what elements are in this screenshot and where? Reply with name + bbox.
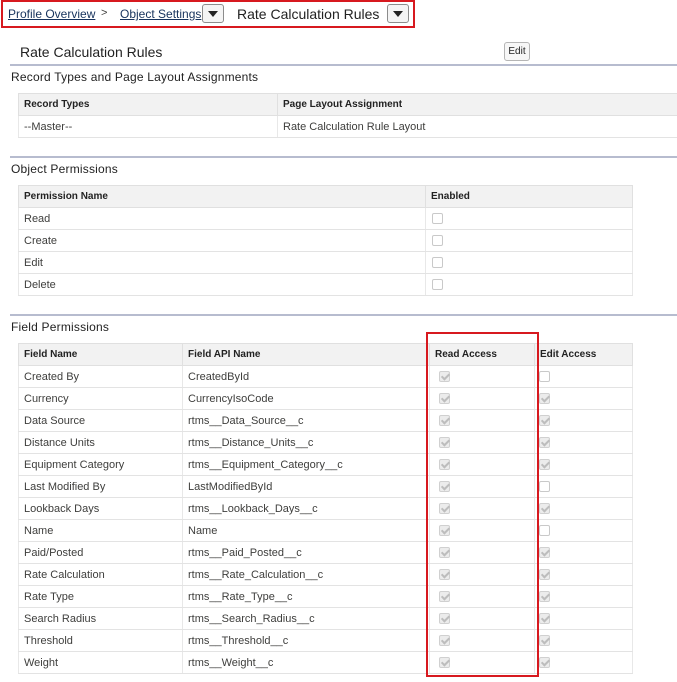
read-access-checkbox-cell bbox=[430, 564, 535, 586]
field-name: Rate Type bbox=[19, 586, 183, 608]
table-row bbox=[19, 410, 633, 432]
edit-access-checkbox-cell bbox=[535, 366, 633, 388]
edit-access-checkbox-cell bbox=[535, 652, 633, 674]
table-row bbox=[19, 274, 633, 296]
divider bbox=[10, 64, 677, 66]
column-header: Enabled bbox=[426, 186, 633, 208]
checkbox-icon[interactable] bbox=[439, 503, 450, 514]
field-api-name: rtms__Rate_Calculation__c bbox=[183, 564, 430, 586]
field-api-name: rtms__Data_Source__c bbox=[183, 410, 430, 432]
object-permissions-table bbox=[18, 185, 633, 296]
field-permissions-table bbox=[18, 343, 633, 674]
checkbox-icon[interactable] bbox=[539, 481, 550, 492]
column-header: Record Types bbox=[19, 94, 278, 116]
table-row bbox=[19, 476, 633, 498]
enabled-checkbox-cell bbox=[426, 252, 633, 274]
read-access-checkbox-cell bbox=[430, 652, 535, 674]
field-api-name: rtms__Rate_Type__c bbox=[183, 586, 430, 608]
table-row bbox=[19, 208, 633, 230]
breadcrumb-current: Rate Calculation Rules bbox=[237, 6, 380, 22]
divider bbox=[10, 156, 677, 158]
breadcrumb-separator: > bbox=[101, 7, 108, 19]
checkbox-icon[interactable] bbox=[539, 591, 550, 602]
column-header: Field Name bbox=[19, 344, 183, 366]
chevron-down-icon bbox=[393, 11, 403, 17]
permission-name: Read bbox=[19, 208, 426, 230]
page-title: Rate Calculation Rules bbox=[20, 44, 163, 60]
edit-access-checkbox-cell bbox=[535, 564, 633, 586]
column-header: Edit Access bbox=[535, 344, 633, 366]
edit-access-checkbox-cell bbox=[535, 608, 633, 630]
table-row bbox=[19, 498, 633, 520]
read-access-checkbox-cell bbox=[430, 454, 535, 476]
breadcrumb-profile-overview-link[interactable]: Profile Overview bbox=[8, 7, 96, 21]
edit-access-checkbox-cell bbox=[535, 388, 633, 410]
field-name: Data Source bbox=[19, 410, 183, 432]
edit-access-checkbox-cell bbox=[535, 476, 633, 498]
table-row bbox=[19, 608, 633, 630]
field-name: Paid/Posted bbox=[19, 542, 183, 564]
checkbox-icon[interactable] bbox=[539, 635, 550, 646]
field-api-name: Name bbox=[183, 520, 430, 542]
permission-name: Delete bbox=[19, 274, 426, 296]
edit-access-checkbox-cell bbox=[535, 432, 633, 454]
checkbox-icon[interactable] bbox=[439, 481, 450, 492]
field-api-name: CreatedById bbox=[183, 366, 430, 388]
read-access-checkbox-cell bbox=[430, 498, 535, 520]
field-api-name: rtms__Threshold__c bbox=[183, 630, 430, 652]
field-api-name: rtms__Distance_Units__c bbox=[183, 432, 430, 454]
read-access-checkbox-cell bbox=[430, 608, 535, 630]
edit-access-checkbox-cell bbox=[535, 410, 633, 432]
edit-access-checkbox-cell bbox=[535, 520, 633, 542]
column-header: Page Layout Assignment bbox=[278, 94, 677, 116]
edit-access-checkbox-cell bbox=[535, 454, 633, 476]
record-types-section-title: Record Types and Page Layout Assignments bbox=[11, 70, 259, 84]
current-object-dropdown-button[interactable] bbox=[387, 4, 409, 23]
table-row bbox=[19, 230, 633, 252]
table-row bbox=[19, 388, 633, 410]
field-name: Threshold bbox=[19, 630, 183, 652]
record-type-cell: --Master-- bbox=[19, 116, 278, 138]
checkbox-icon[interactable] bbox=[539, 525, 550, 536]
checkbox-icon[interactable] bbox=[432, 257, 443, 268]
table-row bbox=[19, 630, 633, 652]
breadcrumb-object-settings-link[interactable]: Object Settings bbox=[120, 7, 202, 21]
checkbox-icon[interactable] bbox=[439, 525, 450, 536]
checkbox-icon[interactable] bbox=[439, 415, 450, 426]
field-api-name: rtms__Search_Radius__c bbox=[183, 608, 430, 630]
read-access-checkbox-cell bbox=[430, 388, 535, 410]
enabled-checkbox-cell bbox=[426, 274, 633, 296]
read-access-checkbox-cell bbox=[430, 366, 535, 388]
chevron-down-icon bbox=[208, 11, 218, 17]
page-layout-cell: Rate Calculation Rule Layout bbox=[278, 116, 677, 138]
checkbox-icon[interactable] bbox=[439, 459, 450, 470]
field-name: Equipment Category bbox=[19, 454, 183, 476]
table-row bbox=[19, 520, 633, 542]
field-name: Name bbox=[19, 520, 183, 542]
field-api-name: CurrencyIsoCode bbox=[183, 388, 430, 410]
checkbox-icon[interactable] bbox=[539, 459, 550, 470]
field-name: Weight bbox=[19, 652, 183, 674]
column-header: Read Access bbox=[430, 344, 535, 366]
checkbox-icon[interactable] bbox=[439, 613, 450, 624]
checkbox-icon[interactable] bbox=[539, 371, 550, 382]
edit-button[interactable]: Edit bbox=[504, 42, 530, 61]
field-name: Currency bbox=[19, 388, 183, 410]
field-name: Search Radius bbox=[19, 608, 183, 630]
edit-access-checkbox-cell bbox=[535, 630, 633, 652]
field-api-name: rtms__Equipment_Category__c bbox=[183, 454, 430, 476]
record-types-table bbox=[18, 93, 677, 138]
checkbox-icon[interactable] bbox=[439, 591, 450, 602]
checkbox-icon[interactable] bbox=[439, 371, 450, 382]
enabled-checkbox-cell bbox=[426, 230, 633, 252]
read-access-checkbox-cell bbox=[430, 586, 535, 608]
edit-access-checkbox-cell bbox=[535, 498, 633, 520]
checkbox-icon[interactable] bbox=[439, 657, 450, 668]
checkbox-icon[interactable] bbox=[439, 635, 450, 646]
read-access-checkbox-cell bbox=[430, 630, 535, 652]
table-row bbox=[19, 252, 633, 274]
column-header: Field API Name bbox=[183, 344, 430, 366]
checkbox-icon[interactable] bbox=[432, 279, 443, 290]
field-api-name: rtms__Paid_Posted__c bbox=[183, 542, 430, 564]
checkbox-icon[interactable] bbox=[432, 213, 443, 224]
checkbox-icon[interactable] bbox=[539, 613, 550, 624]
field-name: Lookback Days bbox=[19, 498, 183, 520]
checkbox-icon[interactable] bbox=[539, 393, 550, 404]
table-row bbox=[19, 366, 633, 388]
field-api-name: rtms__Weight__c bbox=[183, 652, 430, 674]
field-api-name: rtms__Lookback_Days__c bbox=[183, 498, 430, 520]
object-permissions-section-title: Object Permissions bbox=[11, 162, 118, 176]
field-name: Created By bbox=[19, 366, 183, 388]
read-access-checkbox-cell bbox=[430, 432, 535, 454]
checkbox-icon[interactable] bbox=[439, 547, 450, 558]
read-access-checkbox-cell bbox=[430, 520, 535, 542]
permission-name: Edit bbox=[19, 252, 426, 274]
checkbox-icon[interactable] bbox=[432, 235, 443, 246]
checkbox-icon[interactable] bbox=[539, 503, 550, 514]
permission-name: Create bbox=[19, 230, 426, 252]
checkbox-icon[interactable] bbox=[439, 393, 450, 404]
read-access-checkbox-cell bbox=[430, 410, 535, 432]
checkbox-icon[interactable] bbox=[539, 415, 550, 426]
checkbox-icon[interactable] bbox=[539, 657, 550, 668]
checkbox-icon[interactable] bbox=[539, 547, 550, 558]
divider bbox=[10, 314, 677, 316]
edit-access-checkbox-cell bbox=[535, 542, 633, 564]
column-header: Permission Name bbox=[19, 186, 426, 208]
table-row bbox=[19, 564, 633, 586]
table-row bbox=[19, 116, 677, 138]
table-row bbox=[19, 542, 633, 564]
table-row bbox=[19, 454, 633, 476]
field-name: Distance Units bbox=[19, 432, 183, 454]
table-row bbox=[19, 586, 633, 608]
checkbox-icon[interactable] bbox=[439, 437, 450, 448]
object-settings-dropdown-button[interactable] bbox=[202, 4, 224, 23]
field-api-name: LastModifiedById bbox=[183, 476, 430, 498]
checkbox-icon[interactable] bbox=[539, 437, 550, 448]
table-row bbox=[19, 652, 633, 674]
checkbox-icon[interactable] bbox=[439, 569, 450, 580]
enabled-checkbox-cell bbox=[426, 208, 633, 230]
read-access-checkbox-cell bbox=[430, 476, 535, 498]
edit-access-checkbox-cell bbox=[535, 586, 633, 608]
table-row bbox=[19, 432, 633, 454]
field-permissions-section-title: Field Permissions bbox=[11, 320, 110, 334]
field-name: Rate Calculation bbox=[19, 564, 183, 586]
field-name: Last Modified By bbox=[19, 476, 183, 498]
checkbox-icon[interactable] bbox=[539, 569, 550, 580]
read-access-checkbox-cell bbox=[430, 542, 535, 564]
